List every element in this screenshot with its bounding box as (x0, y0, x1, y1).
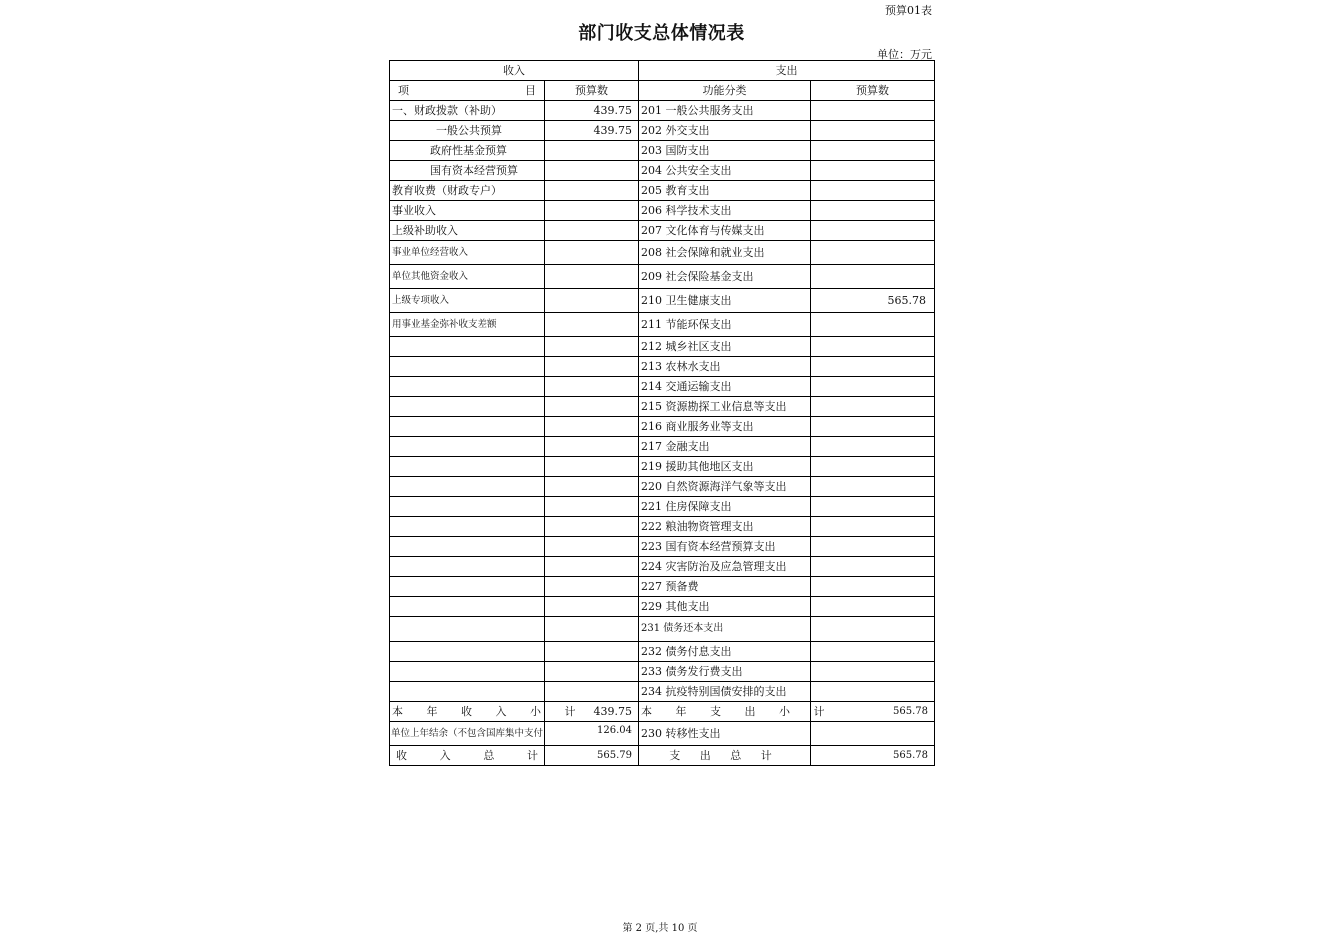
expense-item-cell: 221 住房保障支出 (639, 497, 811, 517)
income-item-cell (390, 477, 545, 497)
expense-value-cell (811, 437, 935, 457)
income-value-cell (545, 357, 639, 377)
expense-item-cell: 229 其他支出 (639, 597, 811, 617)
unit-label: 单位：万元 (877, 48, 932, 61)
expense-subtotal-value: 565.78 (811, 702, 935, 722)
expense-item-cell: 217 金融支出 (639, 437, 811, 457)
income-total-value: 565.79 (545, 746, 639, 766)
table-row (390, 597, 935, 617)
expense-item-cell: 222 粮油物资管理支出 (639, 517, 811, 537)
income-item-cell (390, 682, 545, 702)
income-value-cell: 439.75 (545, 101, 639, 121)
expense-value-cell (811, 497, 935, 517)
income-item-cell (390, 537, 545, 557)
expense-value-cell (811, 337, 935, 357)
expense-item-cell: 202 外交支出 (639, 121, 811, 141)
table-row (390, 642, 935, 662)
page-title: 部门收支总体情况表 (578, 23, 745, 44)
expense-item-cell: 204 公共安全支出 (639, 161, 811, 181)
income-total-label: 收 入 总 计 (390, 746, 545, 766)
income-item-cell (390, 377, 545, 397)
expense-value-cell (811, 457, 935, 477)
income-item-cell (390, 617, 545, 642)
table-row (390, 221, 935, 241)
table-row (390, 557, 935, 577)
expense-item-cell: 210 卫生健康支出 (639, 289, 811, 313)
expense-item-cell: 205 教育支出 (639, 181, 811, 201)
income-header: 收入 (390, 61, 639, 81)
income-item-cell: 国有资本经营预算 (390, 161, 545, 181)
header-row-sub (390, 81, 935, 101)
table-row (390, 497, 935, 517)
expense-value-cell (811, 557, 935, 577)
expense-value-cell (811, 397, 935, 417)
page-footer: 第 2 页,共 10 页 (622, 923, 698, 934)
header-row-top (390, 61, 935, 81)
income-value-cell (545, 265, 639, 289)
expense-value-cell (811, 357, 935, 377)
income-item-cell (390, 642, 545, 662)
expense-item-cell: 224 灾害防治及应急管理支出 (639, 557, 811, 577)
table-row (390, 417, 935, 437)
table-row (390, 265, 935, 289)
table-row (390, 201, 935, 221)
income-value-cell (545, 417, 639, 437)
expense-item-cell: 212 城乡社区支出 (639, 337, 811, 357)
income-value-cell (545, 642, 639, 662)
income-item-cell: 单位其他资金收入 (390, 265, 545, 289)
expense-total-value: 565.78 (811, 746, 935, 766)
expense-item-cell: 223 国有资本经营预算支出 (639, 537, 811, 557)
expense-item-cell: 203 国防支出 (639, 141, 811, 161)
expense-value-cell (811, 161, 935, 181)
income-value-cell: 439.75 (545, 121, 639, 141)
func-class-header: 功能分类 (639, 81, 811, 101)
expense-item-cell: 220 自然资源海洋气象等支出 (639, 477, 811, 497)
expense-value-cell (811, 101, 935, 121)
income-value-cell (545, 313, 639, 337)
table-row (390, 617, 935, 642)
expense-value-cell (811, 477, 935, 497)
income-value-cell (545, 181, 639, 201)
income-item-cell: 用事业基金弥补收支差额 (390, 313, 545, 337)
income-item-cell (390, 662, 545, 682)
expense-header: 支出 (639, 61, 935, 81)
table-row (390, 313, 935, 337)
table-row (390, 241, 935, 265)
table-row (390, 141, 935, 161)
income-item-cell (390, 557, 545, 577)
table-row (390, 161, 935, 181)
table-row (390, 377, 935, 397)
expense-item-cell: 214 交通运输支出 (639, 377, 811, 397)
expense-item-cell: 209 社会保险基金支出 (639, 265, 811, 289)
expense-item-cell: 213 农林水支出 (639, 357, 811, 377)
income-value-cell (545, 537, 639, 557)
expense-value-cell (811, 121, 935, 141)
income-item-cell (390, 497, 545, 517)
income-item-cell (390, 517, 545, 537)
table-row (390, 121, 935, 141)
expense-value-cell (811, 313, 935, 337)
expense-value-cell (811, 377, 935, 397)
income-value-cell (545, 517, 639, 537)
item-header (390, 81, 545, 101)
income-value-cell (545, 682, 639, 702)
table-row (390, 577, 935, 597)
table-row (390, 682, 935, 702)
table-row (390, 337, 935, 357)
income-value-cell (545, 141, 639, 161)
budget-header-2: 预算数 (811, 81, 935, 101)
total-row (390, 746, 935, 766)
expense-total-label: 支 出 总 计 (639, 746, 811, 766)
expense-item-cell: 211 节能环保支出 (639, 313, 811, 337)
expense-value-cell (811, 265, 935, 289)
income-value-cell (545, 477, 639, 497)
expense-item-cell: 207 文化体育与传媒支出 (639, 221, 811, 241)
expense-item-cell: 234 抗疫特别国债安排的支出 (639, 682, 811, 702)
expense-value-cell (811, 417, 935, 437)
income-value-cell (545, 557, 639, 577)
table-row (390, 477, 935, 497)
table-row (390, 457, 935, 477)
income-item-cell (390, 457, 545, 477)
expense-value-cell (811, 241, 935, 265)
expense-value-cell (811, 181, 935, 201)
expense-value-cell (811, 662, 935, 682)
income-value-cell (545, 337, 639, 357)
income-subtotal-label: 本 年 收 入 小 计 (390, 702, 545, 722)
budget-table (389, 60, 935, 766)
table-row (390, 101, 935, 121)
carryover-label: 单位上年结余（不包含国库集中支付 (390, 722, 545, 746)
income-item-cell: 一般公共预算 (390, 121, 545, 141)
expense-item-cell: 201 一般公共服务支出 (639, 101, 811, 121)
income-item-cell (390, 337, 545, 357)
carryover-value: 126.04 (545, 722, 639, 746)
expense-item-cell: 233 债务发行费支出 (639, 662, 811, 682)
expense-item-cell: 232 债务付息支出 (639, 642, 811, 662)
expense-item-cell: 219 援助其他地区支出 (639, 457, 811, 477)
income-subtotal-value: 439.75 (545, 702, 639, 722)
income-value-cell (545, 437, 639, 457)
expense-value-cell: 565.78 (811, 289, 935, 313)
table-row (390, 537, 935, 557)
expense-item-cell: 227 预备费 (639, 577, 811, 597)
expense-value-cell (811, 642, 935, 662)
expense-item-cell: 208 社会保障和就业支出 (639, 241, 811, 265)
transfer-expense-value (811, 722, 935, 746)
form-number: 预算01表 (885, 4, 932, 17)
income-value-cell (545, 662, 639, 682)
table-row (390, 662, 935, 682)
income-item-cell (390, 597, 545, 617)
income-value-cell (545, 201, 639, 221)
expense-value-cell (811, 597, 935, 617)
expense-item-cell: 231 债务还本支出 (639, 617, 811, 642)
item-header-b: 目 (525, 84, 536, 97)
income-item-cell (390, 357, 545, 377)
income-value-cell (545, 377, 639, 397)
expense-value-cell (811, 537, 935, 557)
expense-value-cell (811, 682, 935, 702)
table-row (390, 289, 935, 313)
income-value-cell (545, 221, 639, 241)
table-row (390, 437, 935, 457)
table-row (390, 397, 935, 417)
income-value-cell (545, 397, 639, 417)
expense-value-cell (811, 517, 935, 537)
income-item-cell: 上级补助收入 (390, 221, 545, 241)
income-item-cell (390, 437, 545, 457)
income-item-cell: 一、财政拨款（补助） (390, 101, 545, 121)
expense-value-cell (811, 221, 935, 241)
income-item-cell (390, 397, 545, 417)
income-item-cell: 事业单位经营收入 (390, 241, 545, 265)
income-item-cell (390, 577, 545, 597)
subtotal-row (390, 702, 935, 722)
carryover-row (390, 722, 935, 746)
income-item-cell: 政府性基金预算 (390, 141, 545, 161)
expense-item-cell: 206 科学技术支出 (639, 201, 811, 221)
expense-item-cell: 216 商业服务业等支出 (639, 417, 811, 437)
expense-item-cell: 215 资源勘探工业信息等支出 (639, 397, 811, 417)
income-item-cell: 教育收费（财政专户） (390, 181, 545, 201)
table-row (390, 181, 935, 201)
income-item-cell: 上级专项收入 (390, 289, 545, 313)
income-value-cell (545, 577, 639, 597)
income-value-cell (545, 497, 639, 517)
table-row (390, 517, 935, 537)
income-value-cell (545, 597, 639, 617)
expense-value-cell (811, 201, 935, 221)
expense-value-cell (811, 617, 935, 642)
table-row (390, 357, 935, 377)
budget-header: 预算数 (545, 81, 639, 101)
item-header-a: 项 (398, 84, 409, 97)
expense-value-cell (811, 141, 935, 161)
income-value-cell (545, 617, 639, 642)
expense-value-cell (811, 577, 935, 597)
income-item-cell: 事业收入 (390, 201, 545, 221)
income-value-cell (545, 289, 639, 313)
income-value-cell (545, 241, 639, 265)
income-value-cell (545, 161, 639, 181)
expense-subtotal-label: 本 年 支 出 小 计 (639, 702, 811, 722)
income-item-cell (390, 417, 545, 437)
income-value-cell (545, 457, 639, 477)
transfer-expense-label: 230 转移性支出 (639, 722, 811, 746)
